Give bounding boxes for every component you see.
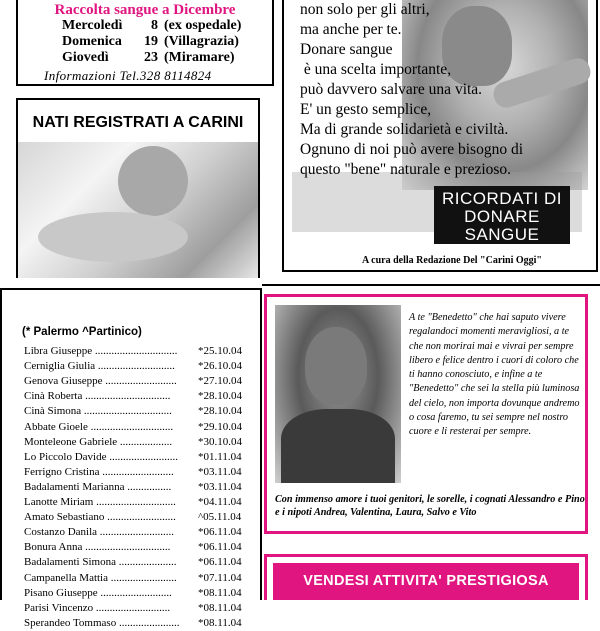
birth-name: Cinà Roberta ............................... <box>24 390 171 403</box>
divider <box>596 0 598 270</box>
births-list-box <box>0 288 262 629</box>
birth-name: Abbate Gioele .............................. <box>24 420 174 433</box>
for-sale-label: VENDESI ATTIVITA' PRESTIGIOSA <box>273 563 579 600</box>
birth-date: ^05.11.04 <box>198 511 242 524</box>
birth-date: *06.11.04 <box>198 556 242 569</box>
blood-drive-place: (Villagrazia) <box>164 34 239 49</box>
birth-date: *08.11.04 <box>198 586 242 599</box>
birth-name: Bonura Anna ............................... <box>24 541 171 554</box>
birth-name: Cinà Simona ................................ <box>24 405 172 418</box>
birth-row <box>24 571 258 586</box>
birth-name: Lo Piccolo Davide ......................... <box>24 450 178 463</box>
memorial-portrait <box>275 305 401 483</box>
birth-date: *26.10.04 <box>198 360 242 373</box>
birth-row <box>24 480 258 495</box>
birth-name: Monteleone Gabriele ................... <box>24 435 173 448</box>
birth-date: *28.10.04 <box>198 405 242 418</box>
donate-slogan: RICORDATI DI DONARE SANGUE <box>434 186 570 244</box>
blood-drive-box <box>16 0 274 86</box>
births-legend: (* Palermo ^Partinico) <box>22 326 142 338</box>
donate-credit: A cura della Redazione Del "Carini Oggi" <box>362 255 542 266</box>
birth-row <box>24 389 258 404</box>
birth-row <box>24 465 258 480</box>
birth-name: Campanella Mattia ........................ <box>24 571 177 584</box>
birth-row <box>24 555 258 570</box>
blood-drive-date: 19 <box>144 34 158 49</box>
birth-date: *01.11.04 <box>198 450 242 463</box>
birth-name: Badalamenti Marianna ................ <box>24 480 172 493</box>
mother-shape <box>118 146 188 216</box>
birth-row <box>24 435 258 450</box>
birth-name: Cerniglia Giulia ............................ <box>24 360 175 373</box>
birth-row <box>24 344 258 359</box>
blood-drive-title: Raccolta sangue a Dicembre <box>54 2 236 18</box>
birth-date: *29.10.04 <box>198 420 242 433</box>
births-header-box <box>16 98 260 278</box>
birth-row <box>24 540 258 555</box>
portrait-body-shape <box>281 409 395 483</box>
birth-date: *07.11.04 <box>198 571 242 584</box>
birth-date: *30.10.04 <box>198 435 242 448</box>
divider <box>262 284 600 286</box>
mother-baby-photo <box>18 142 258 278</box>
birth-row <box>24 359 258 374</box>
for-sale-banner <box>264 554 588 600</box>
birth-name: Sperandeo Tommaso ...................... <box>24 616 180 629</box>
blood-drive-day: Domenica <box>62 34 122 49</box>
blood-drive-day: Mercoledì <box>62 18 123 33</box>
birth-row <box>24 586 258 601</box>
blood-drive-place: (Miramare) <box>164 50 235 65</box>
portrait-head-shape <box>305 327 367 405</box>
blood-drive-info: Informazioni Tel.328 8114824 <box>44 68 212 83</box>
birth-date: *03.11.04 <box>198 480 242 493</box>
birth-row <box>24 374 258 389</box>
birth-name: Ferrigno Cristina .......................... <box>24 465 174 478</box>
birth-row <box>24 420 258 435</box>
divider <box>282 0 284 270</box>
birth-date: *25.10.04 <box>198 345 242 357</box>
birth-date: *06.11.04 <box>198 541 242 554</box>
birth-row <box>24 404 258 419</box>
memorial-box <box>264 294 588 534</box>
blood-drive-date: 8 <box>151 18 158 33</box>
birth-name: Lanotte Miriam ............................. <box>24 496 176 508</box>
birth-name: Libra Giuseppe .............................. <box>24 345 178 357</box>
birth-row <box>24 495 258 510</box>
birth-name: Genova Giuseppe .......................... <box>24 375 177 388</box>
blood-drive-date: 23 <box>144 50 158 65</box>
birth-row <box>24 450 258 465</box>
birth-name: Pisano Giuseppe .......................... <box>24 586 172 599</box>
memorial-signature: Con immenso amore i tuoi genitori, le sorelle, i cognati Alessandro e Pino e i nipoti Andrea, Valentina, Laura, Salvo e Vito <box>275 494 585 518</box>
birth-date: *08.11.04 <box>198 616 242 629</box>
birth-date: *03.11.04 <box>198 465 242 478</box>
birth-row <box>24 525 258 540</box>
baby-shape <box>38 212 188 262</box>
birth-name: Parisi Vincenzo ........................... <box>24 601 171 614</box>
birth-name: Costanzo Danila ........................... <box>24 526 175 539</box>
memorial-message: A te "Benedetto" che hai saputo vivere regalandoci momenti meravigliosi, a te che non morirai mai e vivrai per sempre libero e felice dentro i cuori di coloro che ti hanno conosciuto, e infine a te "Benedetto" che sei la stella più luminosa del cielo, non importa dovunque andremo o cosa faremo, tu sei sempre nel nostro cuore e li resterai per sempre. <box>409 312 580 438</box>
birth-row <box>24 616 258 631</box>
birth-date: *28.10.04 <box>198 390 242 403</box>
birth-row <box>24 601 258 616</box>
births-title: NATI REGISTRATI A CARINI <box>32 114 244 131</box>
donate-blood-panel <box>292 0 588 266</box>
divider <box>282 270 598 272</box>
birth-date: *08.11.04 <box>198 601 242 614</box>
blood-drive-day: Giovedì <box>62 50 109 65</box>
birth-name: Amato Sebastiano ......................... <box>24 511 176 524</box>
birth-date: *27.10.04 <box>198 375 242 388</box>
blood-drive-place: (ex ospedale) <box>164 18 242 33</box>
birth-date: *06.11.04 <box>198 526 242 539</box>
donate-message: non solo per gli altri, ma anche per te. Donare sangue è una scelta importante, può davvero salvare una vita. E' un gesto semplice, Ma di grande solidarietà e civiltà. Ognuno di noi può avere bisogno di questo "bene" naturale e prezioso. <box>300 1 524 178</box>
birth-name: Badalamenti Simona ..................... <box>24 556 177 569</box>
birth-date: *04.11.04 <box>198 496 242 508</box>
birth-row <box>24 510 258 525</box>
